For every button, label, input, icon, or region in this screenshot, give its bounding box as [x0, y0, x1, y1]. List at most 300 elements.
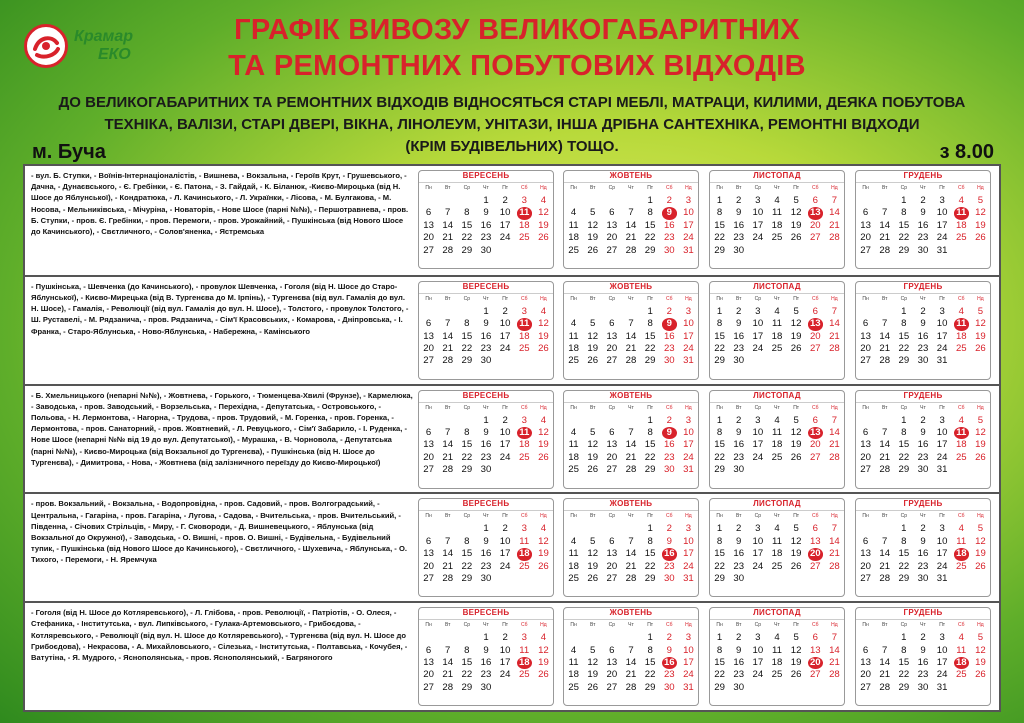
- calendar-day: 24: [752, 342, 764, 354]
- calendar-day: 3: [685, 414, 692, 426]
- calendar-day: 4: [774, 523, 780, 535]
- calendar-day: 27: [860, 681, 871, 693]
- weekday-label: Вт: [589, 622, 596, 629]
- calendar-day: 13: [606, 548, 618, 560]
- calendar-day: 30: [733, 572, 745, 584]
- calendar-day: 12: [790, 318, 802, 330]
- calendar-day: 13: [860, 656, 871, 668]
- calendar-day: 22: [461, 451, 473, 463]
- calendar-day: 17: [683, 439, 694, 451]
- calendar-week: [856, 220, 990, 232]
- calendar-week: [856, 318, 990, 330]
- calendar-day: 14: [829, 426, 840, 438]
- weekday-label: Сб: [521, 513, 528, 520]
- calendar-day: 30: [917, 572, 929, 584]
- calendar-day: 26: [975, 669, 986, 681]
- month-calendar: [563, 390, 699, 489]
- weekday-label: Нд: [831, 295, 838, 302]
- calendar-week: [856, 645, 990, 657]
- calendar-day: 28: [829, 451, 840, 463]
- calendar-day: 20: [606, 560, 618, 572]
- weekday-label: Сб: [812, 622, 819, 629]
- calendar-day: [583, 195, 602, 207]
- calendar-day: 8: [464, 644, 470, 656]
- calendar-day: 16: [480, 656, 492, 668]
- calendar-day: 21: [829, 219, 840, 231]
- calendar-week: [856, 573, 990, 585]
- calendar-day: 20: [809, 439, 821, 451]
- calendar-day: [457, 415, 476, 427]
- weekday-label: Сб: [521, 404, 528, 411]
- weekday-label: Чт: [774, 622, 780, 629]
- calendar-day: 8: [647, 535, 653, 547]
- weekday-label: Ср: [754, 513, 762, 520]
- calendar-day: 7: [882, 318, 888, 330]
- calendar-day: 24: [936, 560, 948, 572]
- calendar-day: 1: [647, 305, 653, 317]
- calendar-day: 15: [898, 548, 910, 560]
- calendar-day: 23: [663, 232, 675, 244]
- weekday-label: Чт: [628, 404, 634, 411]
- month-name: ВЕРЕСЕНЬ: [419, 499, 553, 511]
- calendar-day: 8: [464, 535, 470, 547]
- month-name: ЖОВТЕНЬ: [564, 391, 698, 403]
- calendar-week: [564, 523, 698, 535]
- calendar-day: 30: [733, 681, 745, 693]
- calendar-day: 2: [736, 414, 742, 426]
- weekday-label: Пт: [939, 404, 946, 411]
- weekday-label: Пт: [793, 622, 800, 629]
- weekday-label: Ср: [608, 513, 616, 520]
- calendar-day: 30: [917, 244, 929, 256]
- calendar-day: 25: [568, 355, 579, 367]
- calendar-day: 3: [755, 632, 761, 644]
- calendar-day: 14: [442, 219, 454, 231]
- weekday-label: Чт: [483, 622, 489, 629]
- weekday-label: Пт: [502, 185, 509, 191]
- calendar-day: 12: [790, 535, 802, 547]
- calendar-day: 3: [755, 523, 761, 535]
- calendar-day: 25: [568, 572, 579, 584]
- calendar-day: [419, 195, 438, 207]
- calendar-day: [767, 682, 786, 694]
- calendar-day: 1: [483, 523, 489, 535]
- calendar-day: [971, 464, 990, 476]
- calendar-day: 26: [790, 560, 802, 572]
- calendar-day: 23: [480, 560, 492, 572]
- calendar-week: [564, 439, 698, 451]
- calendar-day: 20: [606, 232, 618, 244]
- calendar-day: 28: [625, 244, 637, 256]
- calendar-day: [419, 632, 438, 644]
- calendar-day: 2: [920, 195, 926, 206]
- calendar-day: 4: [570, 644, 577, 656]
- calendar-day: [496, 245, 515, 257]
- weekday-label: Вт: [735, 622, 742, 629]
- calendar-day: 25: [955, 342, 967, 354]
- calendar-day: [438, 523, 457, 535]
- calendar-day: 16: [480, 439, 492, 451]
- calendar-day: 21: [625, 232, 637, 244]
- calendar-week: [419, 220, 553, 232]
- calendar-day: 17: [499, 439, 511, 451]
- weekday-label: Нд: [540, 185, 547, 191]
- calendar-day: 10: [752, 318, 764, 330]
- calendar-day: 26: [790, 451, 802, 463]
- calendar-day: 19: [587, 342, 599, 354]
- calendar-day: [621, 195, 640, 207]
- calendar-day: 14: [829, 207, 840, 219]
- calendar-day: 13: [809, 644, 821, 656]
- calendar-day: 10: [683, 318, 694, 330]
- calendar-day: 10: [936, 644, 948, 656]
- calendar-week: [419, 561, 553, 573]
- weekday-label: Нд: [977, 513, 984, 520]
- calendar-day: 19: [790, 219, 802, 231]
- calendar-day: 24: [499, 560, 511, 572]
- calendar-day: 12: [975, 426, 986, 438]
- calendar-day: 26: [587, 681, 599, 693]
- pickup-day-highlight: 13: [808, 427, 823, 439]
- pickup-day-highlight: 9: [662, 318, 677, 330]
- calendar-day: 16: [733, 219, 745, 231]
- calendar-day: 6: [862, 535, 869, 547]
- weekday-label: Нд: [977, 185, 984, 191]
- calendar-day: 27: [423, 244, 434, 256]
- calendar-week: [710, 427, 844, 439]
- calendar-day: 13: [860, 548, 871, 560]
- calendar-day: 9: [736, 535, 742, 547]
- weekday-header: [710, 296, 844, 306]
- weekday-label: Сб: [958, 295, 965, 302]
- calendar-day: [748, 245, 767, 257]
- calendar-day: 24: [752, 232, 764, 244]
- calendar-day: 17: [936, 656, 948, 668]
- calendar-week: [419, 548, 553, 560]
- calendar-day: 7: [882, 644, 888, 656]
- weekday-label: Сб: [666, 622, 673, 629]
- calendar-day: 11: [772, 207, 782, 219]
- calendar-week: [564, 318, 698, 330]
- calendar-day: 14: [442, 656, 454, 668]
- weekday-label: Пт: [647, 185, 654, 191]
- calendar-day: 3: [521, 632, 527, 644]
- calendar-week: [710, 245, 844, 257]
- calendar-week: [419, 657, 553, 669]
- calendar-day: 24: [936, 669, 948, 681]
- calendar-day: 25: [955, 451, 967, 463]
- calendar-day: 20: [606, 669, 618, 681]
- calendar-day: 16: [663, 439, 675, 451]
- calendar-day: 24: [683, 451, 694, 463]
- weekday-label: Вт: [589, 513, 596, 520]
- weekday-label: Вт: [735, 295, 742, 302]
- calendar-day: 28: [442, 244, 454, 256]
- calendar-day: 11: [772, 318, 782, 330]
- calendar-day: 6: [425, 426, 432, 438]
- calendar-day: 23: [917, 560, 929, 572]
- calendar-day: 2: [502, 195, 508, 206]
- pickup-day-highlight: 13: [808, 318, 823, 330]
- calendar-day: 27: [860, 244, 871, 256]
- calendar-day: 30: [917, 355, 929, 367]
- month-name: ЖОВТЕНЬ: [564, 499, 698, 511]
- calendar-day: 22: [898, 451, 910, 463]
- calendar-day: 20: [860, 451, 871, 463]
- calendar-day: 29: [898, 681, 910, 693]
- weekday-label: Нд: [977, 622, 984, 629]
- weekday-label: Нд: [540, 513, 547, 520]
- calendar-day: 14: [625, 548, 637, 560]
- calendar-day: 19: [538, 330, 549, 342]
- calendar-day: 28: [625, 464, 637, 476]
- calendar-day: 25: [568, 681, 579, 693]
- calendar-day: 21: [879, 342, 891, 354]
- calendar-day: 16: [663, 219, 675, 231]
- calendar-day: 30: [663, 244, 675, 256]
- schedule-row: [25, 384, 999, 492]
- calendar-day: 26: [587, 355, 599, 367]
- calendar-day: 31: [683, 244, 694, 256]
- calendar-week: [419, 452, 553, 464]
- calendar-day: 14: [879, 330, 891, 342]
- calendar-day: 25: [568, 244, 579, 256]
- calendar-day: [496, 355, 515, 367]
- calendar-day: 23: [663, 560, 675, 572]
- calendar-week: [710, 523, 844, 535]
- calendar-day: 27: [423, 572, 434, 584]
- calendar-day: 9: [736, 426, 742, 438]
- calendar-day: 19: [790, 656, 802, 668]
- calendar-day: 8: [901, 207, 907, 219]
- calendar-day: 12: [790, 644, 802, 656]
- calendar-day: 13: [860, 330, 871, 342]
- calendar-day: 22: [714, 669, 725, 681]
- calendar-week: [710, 682, 844, 694]
- calendar-day: 13: [423, 656, 434, 668]
- calendar-day: [952, 355, 971, 367]
- calendar-day: 24: [936, 232, 948, 244]
- weekday-label: Ср: [463, 295, 471, 302]
- calendar-day: [564, 415, 583, 427]
- month-calendar: [855, 170, 991, 269]
- calendar-week: [856, 245, 990, 257]
- calendar-day: 23: [663, 451, 675, 463]
- calendar-day: 9: [483, 644, 489, 656]
- calendar-day: 18: [568, 342, 579, 354]
- weekday-label: Вт: [881, 295, 888, 302]
- calendar-week: [419, 343, 553, 355]
- calendar-day: 31: [936, 464, 948, 476]
- calendar-day: 1: [483, 414, 489, 426]
- weekday-label: Вт: [881, 404, 888, 411]
- calendar-week: [419, 331, 553, 343]
- calendar-day: 12: [587, 548, 599, 560]
- calendar-day: 15: [714, 548, 725, 560]
- calendar-day: 19: [790, 548, 802, 560]
- calendar-day: [602, 523, 621, 535]
- time-label: з 8.00: [939, 141, 994, 163]
- calendar-day: [806, 682, 825, 694]
- calendar-day: 24: [499, 232, 511, 244]
- calendar-day: 2: [920, 523, 926, 535]
- calendar-day: [515, 245, 534, 257]
- calendar-day: 13: [423, 548, 434, 560]
- weekday-header: [856, 185, 990, 195]
- calendar-day: 19: [587, 560, 599, 572]
- calendar-day: 21: [879, 451, 891, 463]
- calendar-day: 28: [829, 560, 840, 572]
- street-list: - пров. Вокзальний, - Вокзальна, - Водопровідна, - пров. Садовий, - пров. Волгоградський, - Центральна, - Гагаріна, - пров. Гагаріна, - Лугова, - Садова, - Вчительська, - пров. Вчительський, - Південна, - Січових Стрільців, - Миру, - Г. Сковороди, - Д. Вишневецького, - Яблунська (від Вокзальної до Окружної), - Заводська, - О. Вишні, - пров. О. Вишні, - Будівельна, - Будівельний тупик, - Пушкінська (від Нового Шосе до Качинського), - Свєтличного, - Шухевича, - Яблунська, - О. Тихого, - Перемоги, - Н. Яремчука: [31, 499, 407, 565]
- calendar-day: 9: [920, 318, 926, 330]
- calendar-day: 21: [829, 330, 840, 342]
- calendar-day: 7: [831, 305, 838, 317]
- calendar-day: 13: [606, 439, 618, 451]
- pickup-day-highlight: 9: [662, 207, 677, 219]
- weekday-label: Чт: [628, 513, 634, 520]
- calendar-day: [856, 523, 875, 535]
- calendar-day: 9: [736, 644, 742, 656]
- weekday-label: Сб: [521, 622, 528, 629]
- calendar-day: 30: [663, 572, 675, 584]
- weekday-label: Чт: [774, 185, 780, 191]
- calendar-week: [856, 682, 990, 694]
- weekday-label: Ср: [900, 404, 908, 411]
- calendar-week: [564, 452, 698, 464]
- calendar-day: 17: [752, 330, 764, 342]
- calendar-day: 15: [644, 330, 656, 342]
- calendar-day: 4: [958, 305, 964, 317]
- calendar-day: [564, 523, 583, 535]
- calendar-day: 25: [518, 451, 530, 463]
- calendar-day: 26: [538, 342, 549, 354]
- calendar-day: 6: [812, 632, 818, 644]
- calendar-day: 6: [609, 207, 615, 219]
- calendar-day: [602, 632, 621, 644]
- calendar-day: 18: [518, 219, 530, 231]
- month-calendar: [855, 390, 991, 489]
- calendar-day: 11: [956, 644, 967, 656]
- calendar-day: 30: [917, 681, 929, 693]
- calendar-day: 5: [977, 414, 984, 426]
- calendar-week: [856, 536, 990, 548]
- weekday-label: Пт: [793, 513, 800, 520]
- calendar-week: [419, 536, 553, 548]
- calendar-day: 12: [538, 426, 549, 438]
- calendar-day: 27: [860, 464, 871, 476]
- calendar-day: [583, 306, 602, 318]
- month-name: ЛИСТОПАД: [710, 499, 844, 511]
- calendar-day: [825, 245, 844, 257]
- calendar-week: [710, 573, 844, 585]
- calendar-day: 11: [568, 219, 579, 231]
- calendar-week: [419, 682, 553, 694]
- calendar-day: 19: [975, 330, 986, 342]
- calendar-day: 6: [862, 644, 869, 656]
- calendar-day: [621, 632, 640, 644]
- month-calendar: [563, 607, 699, 706]
- calendar-day: 25: [771, 342, 783, 354]
- calendar-day: 3: [755, 195, 761, 206]
- calendar-day: 23: [917, 669, 929, 681]
- calendar-day: 11: [772, 535, 782, 547]
- month-calendar: [855, 281, 991, 380]
- calendar-week: [564, 207, 698, 219]
- calendar-day: 17: [752, 219, 764, 231]
- calendar-day: 18: [568, 451, 579, 463]
- calendar-day: 30: [480, 681, 492, 693]
- calendar-day: 15: [461, 656, 473, 668]
- calendar-day: 3: [685, 305, 692, 317]
- calendar-day: [419, 523, 438, 535]
- pickup-day-highlight: 11: [954, 427, 969, 439]
- calendar-day: 17: [683, 219, 694, 231]
- weekday-label: Сб: [812, 295, 819, 302]
- weekday-label: Пт: [647, 622, 654, 629]
- calendar-day: 2: [920, 632, 926, 644]
- calendar-day: 11: [568, 548, 579, 560]
- calendar-week: [856, 548, 990, 560]
- calendar-week: [710, 548, 844, 560]
- calendar-day: 6: [862, 207, 869, 219]
- weekday-label: Чт: [628, 622, 634, 629]
- calendar-day: 9: [666, 644, 672, 656]
- calendar-day: 24: [499, 451, 511, 463]
- calendar-day: 28: [442, 464, 454, 476]
- weekday-label: Нд: [685, 404, 692, 411]
- calendar-day: 1: [483, 632, 489, 644]
- calendar-day: 19: [975, 656, 986, 668]
- calendar-day: 5: [793, 414, 799, 426]
- calendar-day: 29: [898, 355, 910, 367]
- weekday-label: Пт: [939, 185, 946, 191]
- calendar-day: 27: [809, 451, 821, 463]
- calendar-day: 4: [540, 523, 547, 535]
- calendar-day: 2: [502, 523, 508, 535]
- weekday-label: Пт: [502, 404, 509, 411]
- calendar-day: 22: [898, 560, 910, 572]
- calendar-day: 6: [425, 535, 432, 547]
- pickup-day-highlight: 11: [517, 318, 532, 330]
- month-name: ЖОВТЕНЬ: [564, 171, 698, 183]
- calendar-day: 23: [480, 232, 492, 244]
- calendar-day: 28: [879, 572, 891, 584]
- calendar-day: [515, 464, 534, 476]
- calendar-week: [419, 669, 553, 681]
- weekday-label: Пн: [425, 404, 432, 411]
- calendar-day: 15: [461, 439, 473, 451]
- calendar-day: 15: [461, 330, 473, 342]
- calendar-day: 28: [625, 355, 637, 367]
- calendar-week: [710, 306, 844, 318]
- calendar-day: 17: [752, 439, 764, 451]
- calendar-day: 20: [423, 669, 434, 681]
- calendar-week: [856, 306, 990, 318]
- calendar-week: [710, 415, 844, 427]
- calendar-day: 5: [590, 644, 596, 656]
- calendar-day: 30: [663, 355, 675, 367]
- pickup-day-highlight: 20: [808, 548, 823, 560]
- calendar-day: 4: [774, 305, 780, 317]
- calendar-day: 4: [540, 305, 547, 317]
- calendar-day: 12: [975, 318, 986, 330]
- calendar-day: 8: [901, 318, 907, 330]
- calendar-day: 21: [442, 560, 454, 572]
- calendar-day: 24: [752, 560, 764, 572]
- calendar-day: 30: [663, 464, 675, 476]
- calendar-day: 28: [442, 572, 454, 584]
- month-name: ГРУДЕНЬ: [856, 282, 990, 294]
